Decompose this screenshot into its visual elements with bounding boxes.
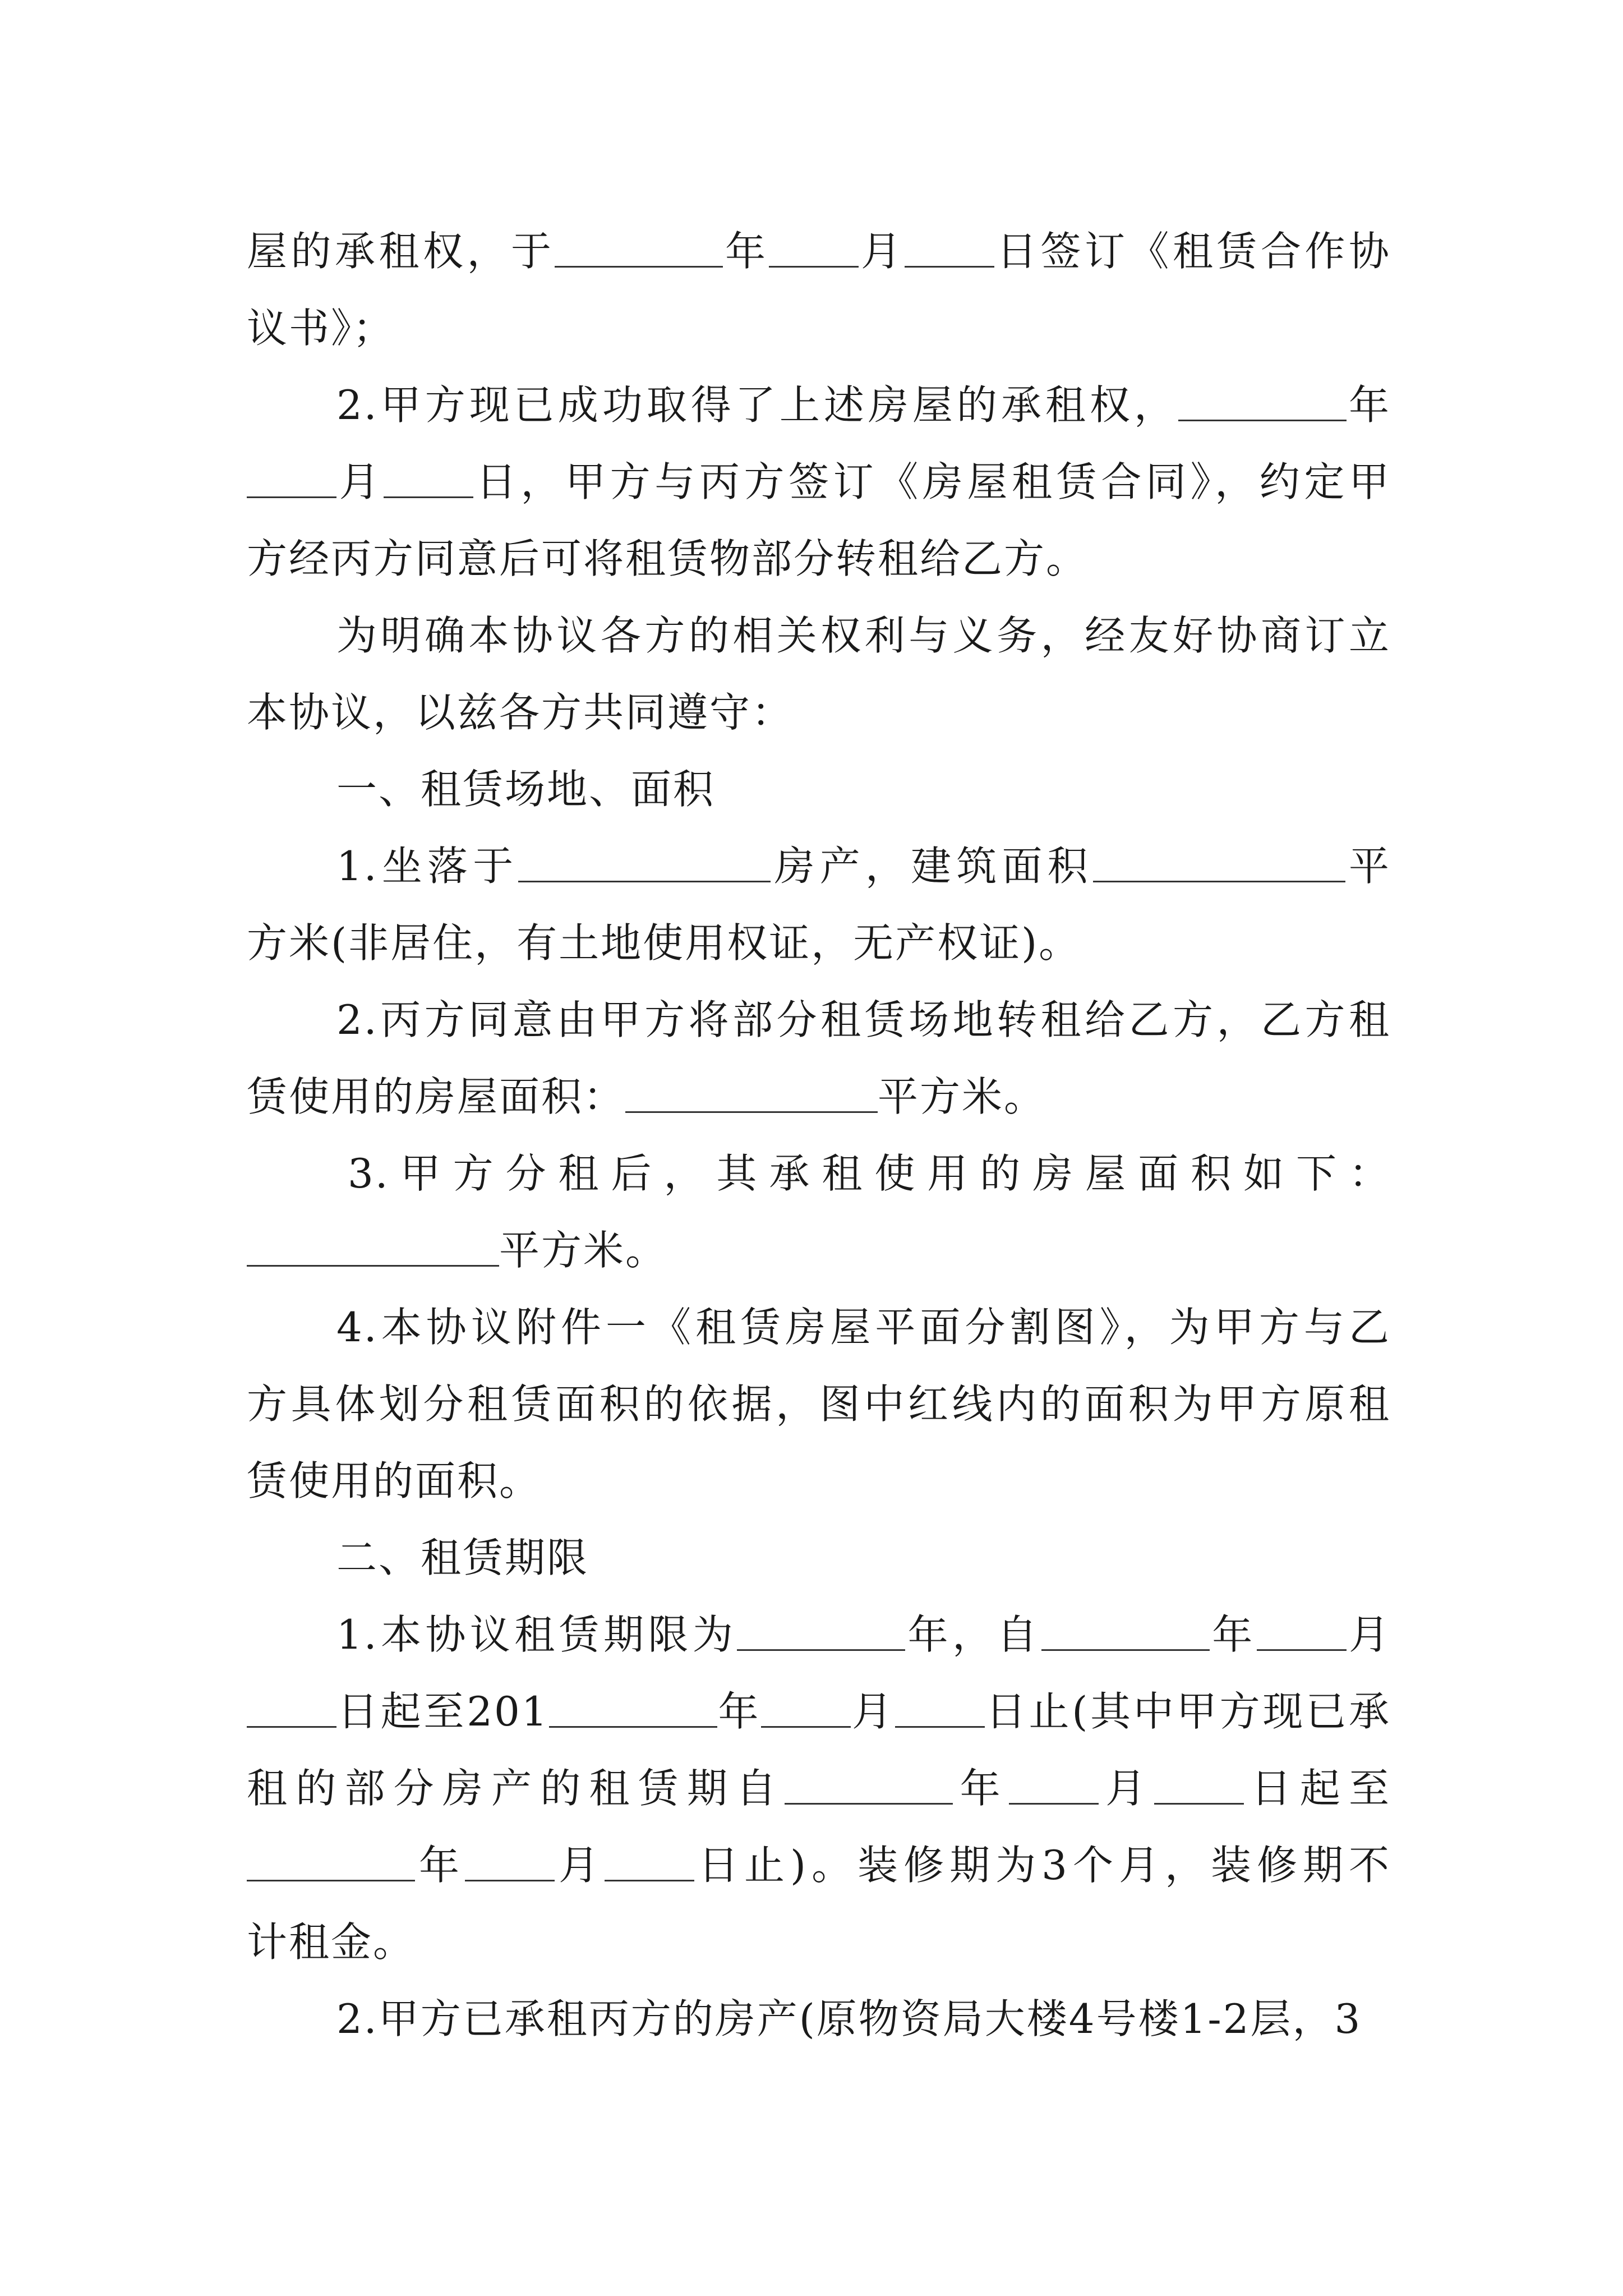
paragraph-line: 租的部分房产的租赁期自 年 月 日起至 xyxy=(247,1765,1391,1812)
paragraph-line: 日起至201 年 月 日止(其中甲方现已承 xyxy=(247,1673,1391,1750)
paragraph-line: 3.甲方分租后，其承租使用的房屋面积如下： xyxy=(348,1150,1391,1197)
section-heading: 二、租赁期限 xyxy=(336,1534,589,1581)
blank-field[interactable] xyxy=(737,1614,905,1651)
blank-field[interactable] xyxy=(247,462,336,498)
blank-field[interactable] xyxy=(549,1691,717,1728)
blank-field[interactable] xyxy=(1178,385,1347,421)
paragraph-line: 年 月 日止)。装修期为3个月，装修期不 xyxy=(247,1827,1391,1904)
paragraph-line: 方经丙方同意后可将租赁物部分转租给乙方。 xyxy=(247,535,1089,582)
paragraph-line: 方米(非居住，有土地使用权证，无产权证)。 xyxy=(247,919,1081,967)
paragraph-line: 议书》； xyxy=(247,305,395,352)
blank-field[interactable] xyxy=(1257,1614,1347,1651)
paragraph-line: 4.本协议附件一《租赁房屋平面分割图》，为甲方与乙 xyxy=(336,1304,1391,1351)
paragraph-line: 2.甲方现已成功取得了上述房屋的承租权， 年 xyxy=(336,381,1391,429)
blank-field[interactable] xyxy=(555,231,723,268)
paragraph-line: 月 日，甲方与丙方签订《房屋租赁合同》，约定甲 xyxy=(247,444,1391,521)
blank-field[interactable] xyxy=(247,1845,415,1881)
paragraph-line: 为明确本协议各方的相关权利与义务，经友好协商订立 xyxy=(336,612,1391,659)
paragraph-line: 1.本协议租赁期限为 年，自 年 月 xyxy=(336,1611,1391,1658)
paragraph-line: 本协议，以兹各方共同遵守： xyxy=(247,689,794,736)
paragraph-line: 赁使用的面积。 xyxy=(247,1457,542,1504)
paragraph-line: 平方米。 xyxy=(247,1212,1391,1289)
paragraph-line: 赁使用的房屋面积： 平方米。 xyxy=(247,1073,1046,1120)
paragraph-line: 1.坐落于 房产，建筑面积 平 xyxy=(336,843,1391,890)
blank-field[interactable] xyxy=(384,462,473,498)
blank-field[interactable] xyxy=(895,1691,985,1728)
document-body xyxy=(247,213,1391,2058)
blank-field[interactable] xyxy=(625,1076,878,1113)
blank-field[interactable] xyxy=(1009,1768,1099,1805)
paragraph-line: 屋的承租权，于 年 月 日签订《租赁合作协 xyxy=(247,228,1391,275)
paragraph-line: 计租金。 xyxy=(247,1918,416,1966)
blank-field[interactable] xyxy=(247,1230,499,1267)
paragraph-line: 2.甲方已承租丙方的房产(原物资局大楼4号楼1-2层，3 xyxy=(336,1995,1362,2042)
blank-field[interactable] xyxy=(465,1845,555,1881)
blank-field[interactable] xyxy=(1041,1614,1210,1651)
blank-field[interactable] xyxy=(905,231,994,268)
paragraph-line: 2.丙方同意由甲方将部分租赁场地转租给乙方，乙方租 xyxy=(336,996,1391,1043)
blank-field[interactable] xyxy=(518,846,771,882)
blank-field[interactable] xyxy=(769,231,859,268)
blank-field[interactable] xyxy=(1093,846,1345,882)
blank-field[interactable] xyxy=(761,1691,851,1728)
blank-field[interactable] xyxy=(247,1691,336,1728)
blank-field[interactable] xyxy=(605,1845,694,1881)
blank-field[interactable] xyxy=(1154,1768,1244,1805)
section-heading: 一、租赁场地、面积 xyxy=(336,766,716,813)
blank-field[interactable] xyxy=(785,1768,953,1805)
paragraph-line: 方具体划分租赁面积的依据，图中红线内的面积为甲方原租 xyxy=(247,1381,1391,1428)
